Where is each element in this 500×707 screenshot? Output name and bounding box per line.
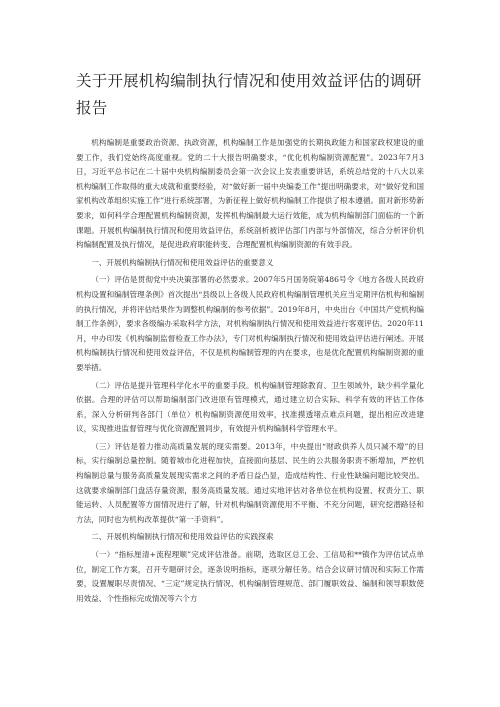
section-2-paragraph-1: （一）“指标厘清+流程理顺”完成评估准备。前期，选取区总工会、工信局和**镇作为评估试点单位，制定工作方案，召开专题研讨会，逐条说明指标，逐项分解任务。结合会议研讨情况和实际工作需要，设置履职尽责情况、“三定”规定执行情况、机构编制管理规范、部门履职效益、编制和领导职数使用效益、个性指标完成情况等六个方 xyxy=(76,550,424,603)
section-1-heading: 一、开展机构编制执行情况和使用效益评估的重要意义 xyxy=(91,257,274,267)
section-1-paragraph-1: （一）评估是贯彻党中央决策部署的必然要求。2007年5月国务院第486号令《地方各级人民政府机构设置和编制管理条例》首次提出“县级以上各级人民政府机构编制管理机关应当定期评估机构和编制的执行情况，并将评估结果作为调整机构编制的参考依据”。2019年8月，中央出台《中国共产党机构编制工作条例》，要求各级编办采取科学方法，对机构编制执行情况和使用效益进行客观评估。2020年11月，中办印发《机构编制监督检查工作办法》，专门对机构编制执行情况和使用效益评估进行阐述。开展机构编制执行情况和使用效益评估，不仅是机构编制管理的内在要求，也是优化配置机构编制资源的重要举措。 xyxy=(76,275,424,372)
document-title: 关于开展机构编制执行情况和使用效益评估的调研报告 xyxy=(76,72,422,117)
section-1-paragraph-2: （二）评估是提升管理科学化水平的重要手段。机构编制管理除教育、卫生领域外，缺少科学量化依据。合理的评估可以帮助编制部门改进原有管理模式，通过建立切合实际、科学有效的评估工作体系，深入分析研判各部门（单位）机构编制资源使用效率，找准摸透堵点难点问题，提出相应改进建议，实现推进监督管理与优化资源配置同步，有效提升机构编制科学管理水平。 xyxy=(76,380,424,434)
intro-paragraph: 机构编制是重要政治资源、执政资源，机构编制工作是加强党的长期执政能力和国家政权建设的重要工作，我们党始终高度重视。党的二十大报告明确要求，“优化机构编制资源配置”。2023年7月3日，习近平总书记在二十届中央机构编制委员会第一次会议上发表重要讲话，系统总结党的十八大以来机构编制工作取得的重大成就和重要经验，对“做好新一届中央编委工作”提出明确要求，对“做好党和国家机构改革组织实施工作”进行系统部署，为新征程上做好机构编制工作提供了根本遵循。面对新形势新要求，如何科学合理配置机构编制资源，发挥机构编制最大运行效能，成为机构编制部门面临的一个新课题。开展机构编制执行情况和使用效益评估，系统剖析被评估部门内部与外部情况，综合分析评价机构编制配置及执行情况，是促进政府职能转变、合理配置机构编制资源的有效手段。 xyxy=(76,138,424,250)
section-2-heading: 二、开展机构编制执行情况和使用效益评估的实践探索 xyxy=(91,532,274,542)
section-1-paragraph-3: （三）评估是着力推动高质量发展的现实需要。2013年，中央提出“财政供养人员只减不增”的目标，实行编制总量控制。随着城市化进程加快，直接面向基层、民生的公共服务职责不断增加，严控机构编制总量与服务高质量发展现实需求之间的矛盾日益凸显，造成结构性、行业性缺编问题比较突出。这就要求编制部门盘活存量资源，服务高质量发展。通过实地评估对各单位在机构设置、权责分工、职能运转、人员配置等方面情况进行了解，针对机构编制资源使用不平衡、不充分问题，研究挖潜路径和方法，同时也为机构改革提供“第一手资料”。 xyxy=(76,441,424,524)
